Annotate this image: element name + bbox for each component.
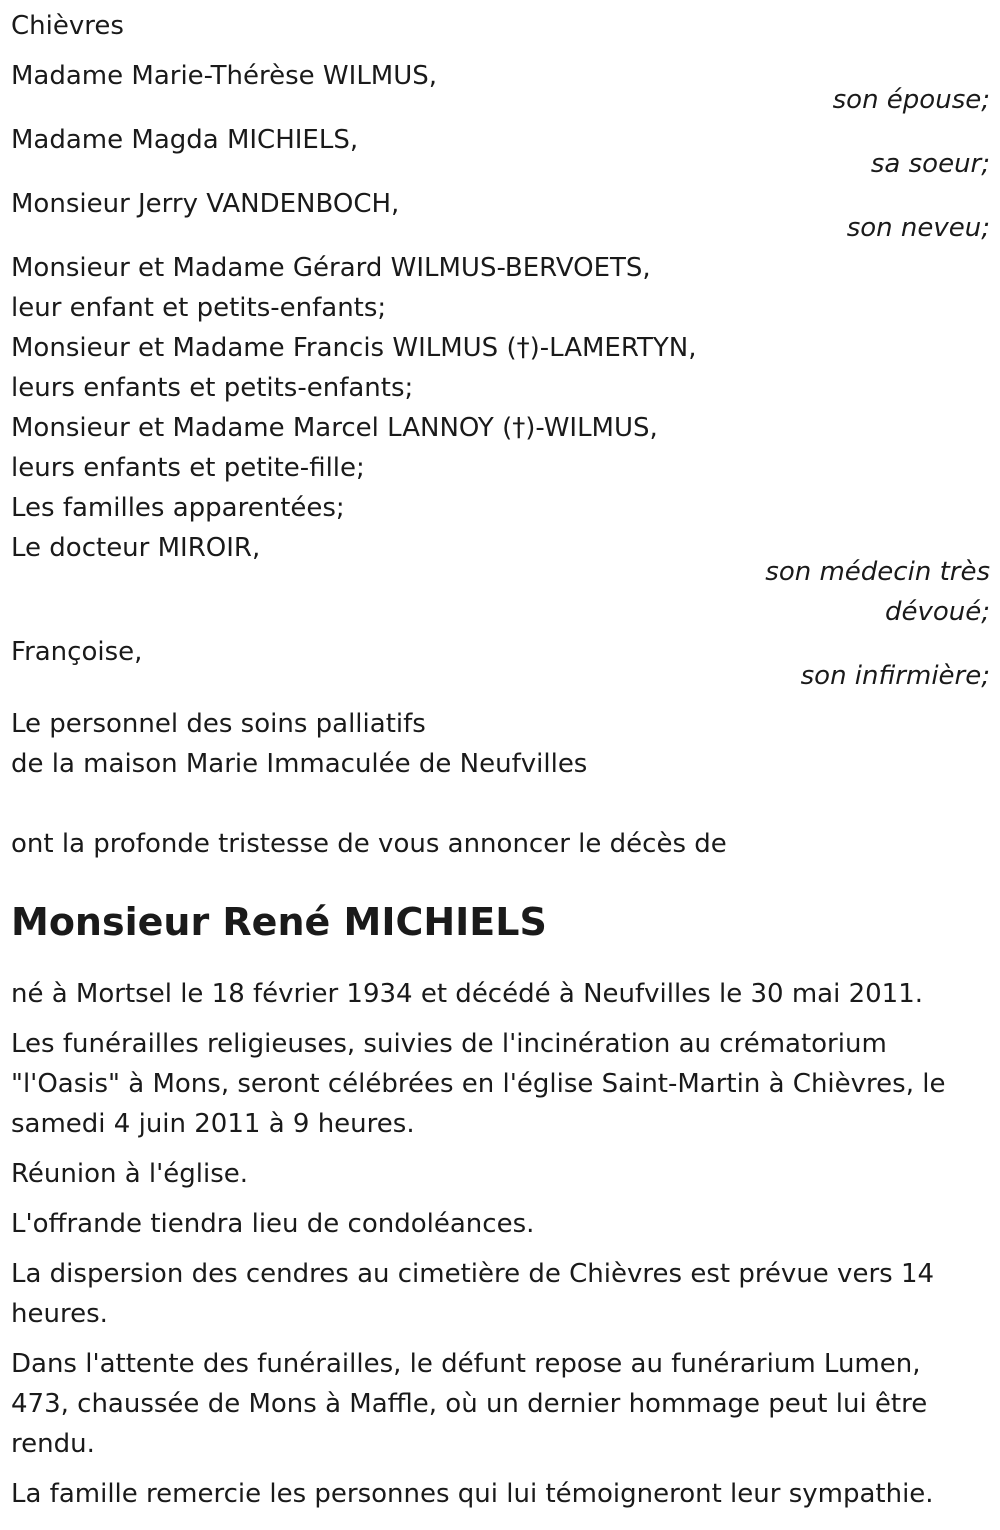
family-name: Madame Magda MICHIELS, [11, 125, 359, 155]
nurse-relation: son infirmière; [800, 661, 990, 691]
other-family-line: Monsieur et Madame Marcel LANNOY (†)-WILMUS, [11, 413, 658, 443]
other-family-line: Les familles apparentées; [11, 493, 345, 523]
doctor-entry [11, 528, 990, 632]
other-family-list [11, 248, 990, 528]
family-entry-sister [11, 120, 990, 184]
announcement: ont la profonde tristesse de vous annoncer le décès de [11, 829, 727, 859]
staff-block [11, 704, 990, 784]
details-block [11, 974, 990, 1514]
thanks-paragraph: La famille remercie les personnes qui lui témoigneront leur sympathie. [11, 1479, 934, 1509]
funeral-paragraph: Les funérailles religieuses, suivies de l'incinération au crématorium "l'Oasis" à Mons, seront célébrées en l'église Saint-Martin à Chièvres, le samedi 4 juin 2011 à 9 heures. [11, 1029, 946, 1139]
other-family-line: leur enfant et petits-enfants; [11, 293, 387, 323]
offering-paragraph: L'offrande tiendra lieu de condoléances. [11, 1209, 535, 1239]
ashes-paragraph: La dispersion des cendres au cimetière de Chièvres est prévue vers 14 heures. [11, 1259, 935, 1329]
family-name: Madame Marie-Thérèse WILMUS, [11, 61, 438, 91]
other-family-line: Monsieur et Madame Francis WILMUS (†)-LAMERTYN, [11, 333, 697, 363]
family-entry-spouse [11, 56, 990, 120]
meeting-paragraph: Réunion à l'église. [11, 1159, 249, 1189]
town-name: Chièvres [11, 11, 124, 41]
nurse-name: Françoise, [11, 637, 143, 667]
family-relation: sa soeur; [870, 149, 990, 179]
deceased-name: Monsieur René MICHIELS [11, 900, 547, 944]
family-name: Monsieur Jerry VANDENBOCH, [11, 189, 400, 219]
staff-line: de la maison Marie Immaculée de Neufvilles [11, 749, 588, 779]
nurse-entry [11, 632, 990, 696]
family-relation: son neveu; [846, 213, 990, 243]
doctor-relation-line2: dévoué; [884, 597, 990, 627]
staff-line: Le personnel des soins palliatifs [11, 709, 426, 739]
family-relation: son épouse; [832, 85, 990, 115]
other-family-line: leurs enfants et petits-enfants; [11, 373, 414, 403]
doctor-name: Le docteur MIROIR, [11, 533, 261, 563]
birth-death-paragraph: né à Mortsel le 18 février 1934 et décédé à Neufvilles le 30 mai 2011. [11, 979, 924, 1009]
other-family-line: leurs enfants et petite-fille; [11, 453, 365, 483]
other-family-line: Monsieur et Madame Gérard WILMUS-BERVOETS, [11, 253, 651, 283]
family-entry-nephew [11, 184, 990, 248]
doctor-relation-line1: son médecin très [765, 557, 990, 587]
funerarium-paragraph: Dans l'attente des funérailles, le défunt repose au funérarium Lumen, 473, chaussée de Mons à Maffle, où un dernier hommage peut lui être rendu. [11, 1349, 928, 1459]
